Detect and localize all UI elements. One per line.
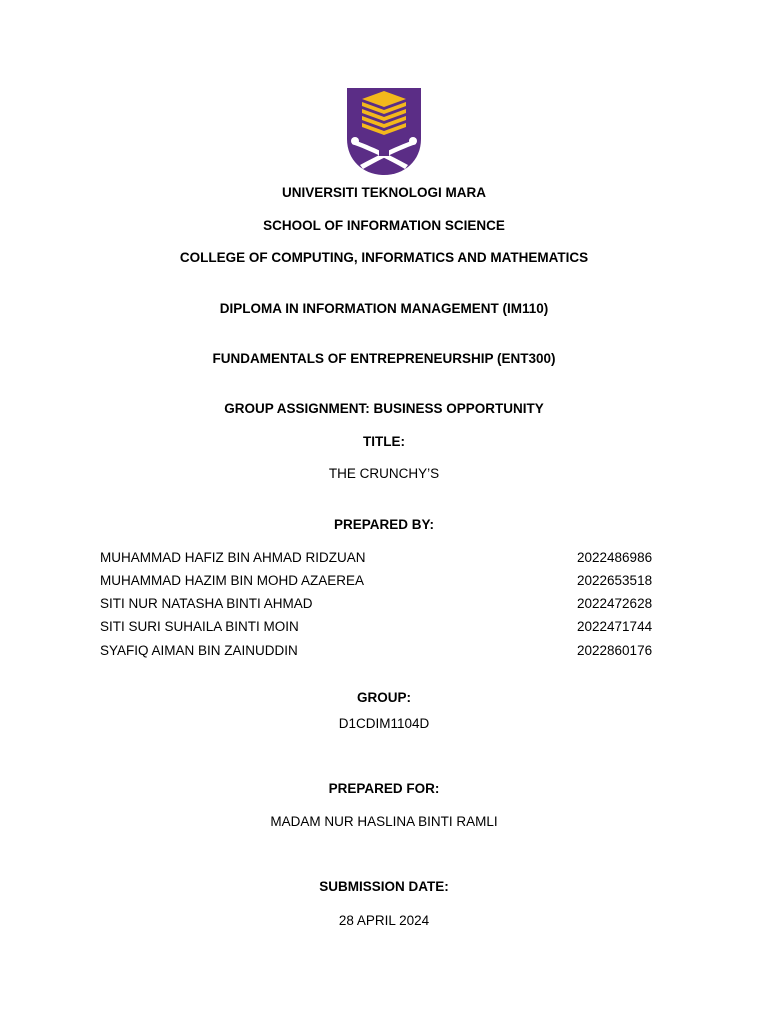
member-id: 2022860176 [577, 643, 653, 658]
lecturer-name: MADAM NUR HASLINA BINTI RAMLI [270, 814, 498, 829]
member-id: 2022472628 [577, 596, 653, 611]
member-id: 2022486986 [577, 550, 653, 565]
program-name: DIPLOMA IN INFORMATION MANAGEMENT (IM110) [219, 301, 549, 316]
member-name: SITI NUR NATASHA BINTI AHMAD [100, 596, 313, 611]
member-name: MUHAMMAD HAFIZ BIN AHMAD RIDZUAN [100, 550, 366, 565]
course-name: FUNDAMENTALS OF ENTREPRENEURSHIP (ENT300) [212, 351, 556, 366]
uitm-crest-logo [346, 87, 422, 177]
project-title: THE CRUNCHY’S [328, 466, 440, 481]
group-label: GROUP: [357, 690, 411, 705]
college-name: COLLEGE OF COMPUTING, INFORMATICS AND MATHEMATICS [179, 250, 589, 265]
prepared-for-label: PREPARED FOR: [328, 781, 440, 796]
assignment-type: GROUP ASSIGNMENT: BUSINESS OPPORTUNITY [224, 401, 544, 416]
school-name: SCHOOL OF INFORMATION SCIENCE [263, 218, 505, 233]
member-name: MUHAMMAD HAZIM BIN MOHD AZAEREA [100, 573, 365, 588]
university-name: UNIVERSITI TEKNOLOGI MARA [281, 185, 486, 200]
submission-date: 28 APRIL 2024 [338, 913, 430, 928]
title-label: TITLE: [363, 434, 405, 449]
member-id: 2022653518 [577, 573, 653, 588]
member-name: SYAFIQ AIMAN BIN ZAINUDDIN [100, 643, 298, 658]
submission-date-label: SUBMISSION DATE: [319, 879, 449, 894]
member-id: 2022471744 [577, 619, 653, 634]
group-code: D1CDIM1104D [338, 716, 430, 731]
prepared-by-label: PREPARED BY: [333, 517, 434, 532]
member-name: SITI SURI SUHAILA BINTI MOIN [100, 619, 299, 634]
